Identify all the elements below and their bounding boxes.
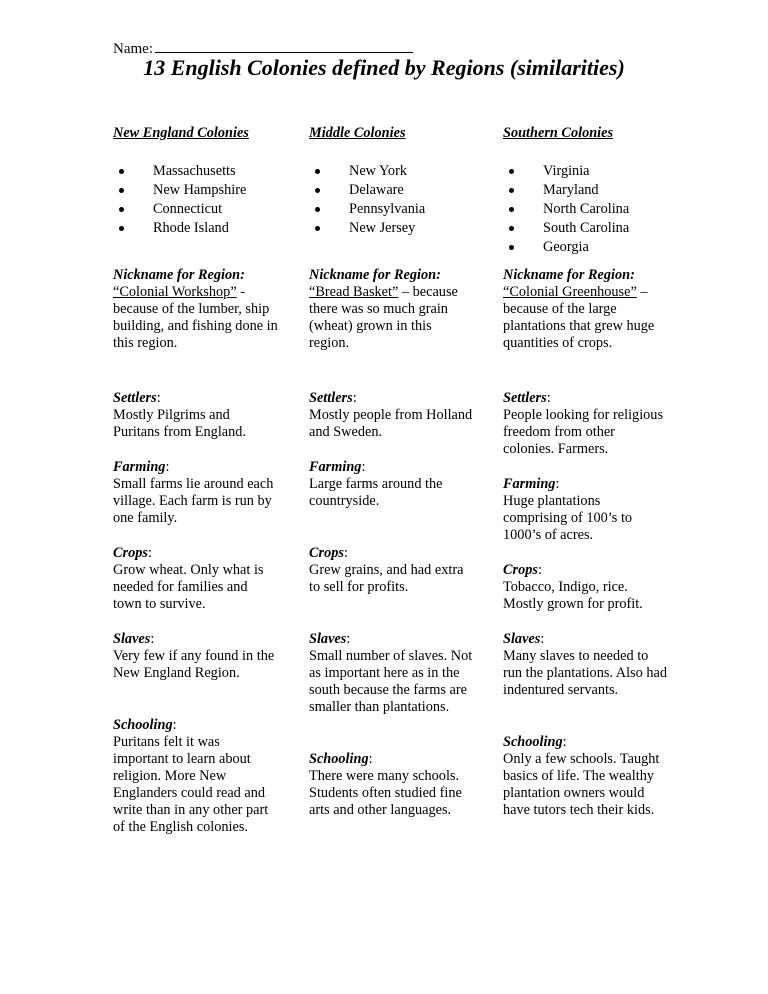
name-label: Name: (113, 41, 153, 57)
schooling-section: Schooling: There were many schools. Students often studied fine arts and other languages. (309, 751, 474, 819)
nickname-quote: “Colonial Workshop” (113, 284, 237, 300)
nickname-text: – because of the large plantations that grew huge quantities of crops. (503, 284, 655, 351)
slaves-label: Slaves (503, 631, 541, 647)
crops-text: Grow wheat. Only what is needed for families and town to survive. (113, 562, 264, 612)
settlers-text: Mostly Pilgrims and Puritans from England. (113, 407, 247, 440)
slaves-label: Slaves (113, 631, 151, 647)
farming-section: Farming: Large farms around the countryside. (309, 459, 474, 510)
nickname-section (503, 267, 668, 352)
slaves-text: Small number of slaves. Not as important here as in the south because the farms are smaller than plantations. (309, 648, 473, 715)
settlers-text: People looking for religious freedom from other colonies. Farmers. (503, 407, 664, 457)
list-item: Pennsylvania (309, 200, 474, 219)
slaves-section: Slaves: Very few if any found in the New England Region. (113, 631, 278, 682)
nickname-label: Nickname for Region: (113, 267, 245, 283)
farming-text: Large farms around the countryside. (309, 476, 443, 509)
bullet-icon (119, 188, 124, 193)
settlers-label: Settlers (309, 390, 353, 406)
schooling-text: Only a few schools. Taught basics of life. The wealthy plantation owners would have tutors tech their kids. (503, 751, 660, 818)
list-item: North Carolina (503, 200, 668, 219)
list-item: Maryland (503, 181, 668, 200)
slaves-section: Slaves: Many slaves to needed to run the plantations. Also had indentured servants. (503, 631, 667, 698)
nickname-section (113, 267, 278, 352)
nickname-text: - because of the lumber, ship building, and fishing done in this region. (113, 284, 278, 351)
slaves-text: Many slaves to needed to run the plantations. Also had indentured servants. (503, 648, 667, 698)
nickname-label: Nickname for Region: (309, 267, 441, 283)
states-list (309, 162, 474, 238)
bullet-icon (315, 188, 320, 193)
column-heading: Middle Colonies (309, 125, 406, 141)
settlers-text: Mostly people from Holland and Sweden. (309, 407, 473, 440)
slaves-section: Slaves: Small number of slaves. Not as important here as in the south because the farms are smaller than plantations. (309, 631, 473, 715)
crops-text: Grew grains, and had extra to sell for profits. (309, 562, 464, 595)
bullet-icon (509, 245, 514, 250)
bullet-icon (119, 226, 124, 231)
crops-section: Crops: Grow wheat. Only what is needed for families and town to survive. (113, 545, 278, 613)
bullet-icon (509, 226, 514, 231)
settlers-section: Settlers: Mostly people from Holland and Sweden. (309, 390, 473, 440)
bullet-icon (315, 226, 320, 231)
list-item: New Hampshire (113, 181, 278, 200)
bullet-icon (509, 207, 514, 212)
column-heading: Southern Colonies (503, 125, 614, 141)
crops-section: Crops: Tobacco, Indigo, rice. Mostly grown for profit. (503, 562, 668, 613)
states-list (113, 162, 278, 238)
slaves-label: Slaves (309, 631, 347, 647)
states-list (503, 162, 668, 257)
list-item: Delaware (309, 181, 474, 200)
crops-label: Crops (113, 545, 148, 561)
bullet-icon (509, 169, 514, 174)
crops-section: Crops: Grew grains, and had extra to sell for profits. (309, 545, 474, 596)
list-item: South Carolina (503, 219, 668, 238)
schooling-label: Schooling (113, 717, 173, 733)
slaves-text: Very few if any found in the New England Region. (113, 648, 275, 681)
settlers-label: Settlers (503, 390, 547, 406)
crops-text: Tobacco, Indigo, rice. Mostly grown for profit. (503, 579, 643, 612)
list-item: New York (309, 162, 474, 181)
list-item: Virginia (503, 162, 668, 181)
farming-section: Farming: Small farms lie around each village. Each farm is run by one family. (113, 459, 278, 527)
nickname-text: – because there was so much grain (wheat) grown in this region. (309, 284, 458, 351)
schooling-text: There were many schools. Students often studied fine arts and other languages. (309, 768, 462, 818)
crops-label: Crops (503, 562, 538, 578)
bullet-icon (315, 207, 320, 212)
nickname-label: Nickname for Region: (503, 267, 635, 283)
list-item: Massachusetts (113, 162, 278, 181)
bullet-icon (315, 169, 320, 174)
farming-text: Huge plantations comprising of 100’s to 1000’s of acres. (503, 493, 633, 543)
crops-label: Crops (309, 545, 344, 561)
schooling-text: Puritans felt it was important to learn about religion. More New Englanders could read and write than in any other part of the English colonies. (113, 734, 269, 835)
nickname-section (309, 267, 474, 352)
bullet-icon (119, 169, 124, 174)
bullet-icon (509, 188, 514, 193)
nickname-quote: “Bread Basket” (309, 284, 399, 300)
nickname-quote: “Colonial Greenhouse” (503, 284, 637, 300)
name-blank[interactable] (155, 38, 413, 53)
list-item: Rhode Island (113, 219, 278, 238)
settlers-label: Settlers (113, 390, 157, 406)
schooling-section: Schooling: Puritans felt it was important to learn about religion. More New Englanders could read and write than in any other part of the English colonies. (113, 717, 278, 836)
bullet-icon (119, 207, 124, 212)
farming-label: Farming (113, 459, 166, 475)
farming-section: Farming: Huge plantations comprising of 100’s to 1000’s of acres. (503, 476, 668, 544)
schooling-label: Schooling (309, 751, 369, 767)
list-item: New Jersey (309, 219, 474, 238)
farming-label: Farming (503, 476, 556, 492)
schooling-label: Schooling (503, 734, 563, 750)
list-item: Georgia (503, 238, 668, 257)
settlers-section: Settlers: Mostly Pilgrims and Puritans from England. (113, 390, 278, 441)
column-heading: New England Colonies (113, 125, 249, 141)
farming-label: Farming (309, 459, 362, 475)
list-item: Connecticut (113, 200, 278, 219)
farming-text: Small farms lie around each village. Each farm is run by one family. (113, 476, 274, 526)
settlers-section: Settlers: People looking for religious freedom from other colonies. Farmers. (503, 390, 668, 458)
schooling-section: Schooling: Only a few schools. Taught basics of life. The wealthy plantation owners would have tutors tech their kids. (503, 734, 668, 819)
page-title: 13 English Colonies defined by Regions (similarities) (143, 55, 625, 80)
